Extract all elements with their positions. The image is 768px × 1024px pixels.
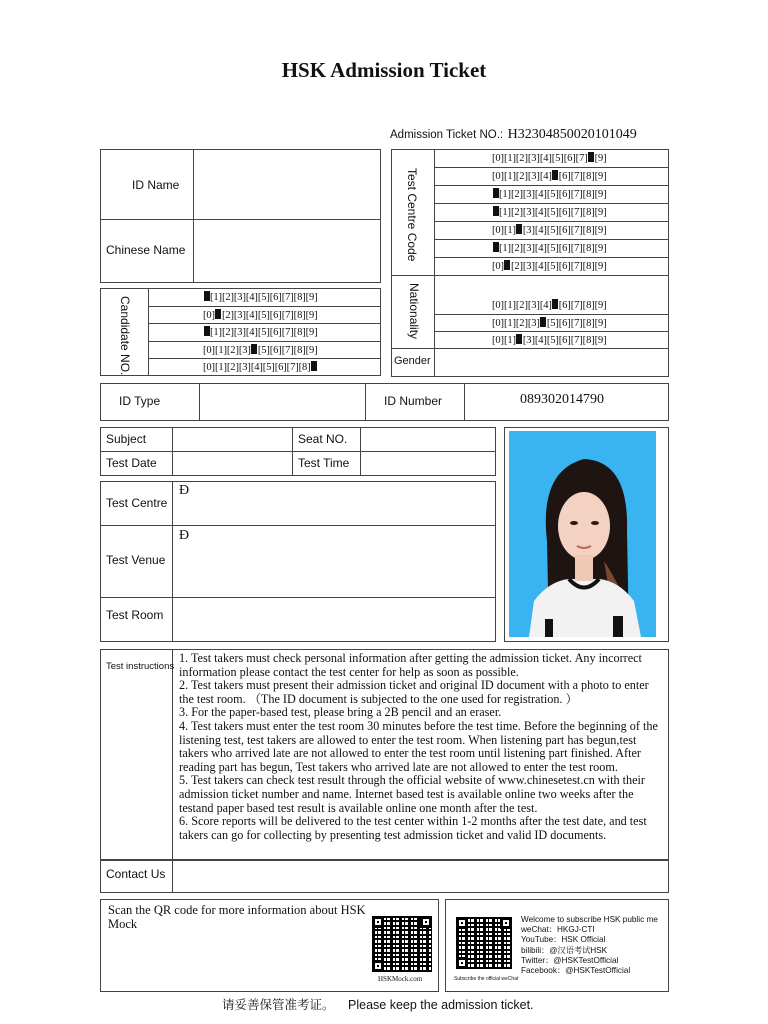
ticket-number-value: H32304850020101049 bbox=[507, 127, 637, 142]
qr-code-hskmock[interactable] bbox=[372, 916, 432, 972]
social-wechat: weChat：HKGJ-CTI bbox=[521, 925, 595, 935]
test-centre-code-row: [0][1] [3][4][5][6][7][8][9] bbox=[492, 225, 607, 236]
candidate-no-row: [0] [2][3][4][5][6][7][8][9] bbox=[203, 309, 318, 321]
filled-digit-mark bbox=[311, 361, 317, 371]
instruction-item: 6. Score reports will be delivered to the test center within 1-2 months after the test date, and test takers can go for collecting by presenting test admission ticket and valid ID documents. bbox=[179, 814, 647, 842]
social-facebook: Facebook：@HSKTestOfficial bbox=[521, 966, 631, 976]
qr-code-wechat[interactable] bbox=[456, 917, 512, 969]
instruction-item: 1. Test takers must check personal information after getting the admission ticket. Any incorrect information please contact the test center for help as soon as possible. bbox=[179, 651, 642, 679]
filled-digit-mark bbox=[493, 188, 499, 198]
social-twitter: Twitter：@HSKTestOfficial bbox=[521, 955, 619, 965]
filled-digit-mark bbox=[552, 170, 558, 180]
test-centre-value: Đ bbox=[179, 483, 190, 498]
id-number-value: 089302014790 bbox=[520, 392, 604, 407]
footer-cn: 请妥善保管准考证。 bbox=[222, 998, 335, 1012]
instruction-item: 2. Test takers must present their admission ticket and original ID document with a photo to enter the test room. （The ID document is subjected to the one used for registration. ） bbox=[179, 678, 649, 706]
filled-digit-mark bbox=[504, 260, 510, 270]
filled-digit-mark bbox=[588, 152, 594, 162]
social-youtube: YouTube：HSK Official bbox=[521, 935, 606, 945]
qr-text: Scan the QR code for more information about HSK Mock bbox=[108, 903, 366, 931]
footer bbox=[222, 995, 534, 1013]
footer-en: Please keep the admission ticket. bbox=[348, 998, 534, 1012]
test-venue-label: Test Venue bbox=[106, 553, 166, 567]
test-centre-label: Test Centre bbox=[106, 496, 168, 510]
ticket-number-label: Admission Ticket NO.: bbox=[390, 129, 504, 141]
test-centre-code-row: [0][1][2][3][4] [6][7][8][9] bbox=[492, 171, 607, 182]
contact-row bbox=[100, 860, 669, 893]
candidate-no-row: [0][1][2][3] [5][6][7][8][9] bbox=[203, 344, 318, 356]
gender-label: Gender bbox=[394, 355, 431, 367]
filled-digit-mark bbox=[215, 309, 221, 319]
filled-digit-mark bbox=[493, 242, 499, 252]
candidate-no-label: Candidate NO. bbox=[118, 296, 132, 376]
test-instructions-label: Test instructions bbox=[106, 661, 175, 672]
chinese-name-label: Chinese Name bbox=[106, 243, 186, 257]
test-time-label: Test Time bbox=[298, 456, 350, 470]
test-venue-value: Đ bbox=[179, 528, 190, 543]
test-room-label: Test Room bbox=[106, 608, 164, 622]
test-centre-code-label: Test Centre Code bbox=[405, 168, 419, 262]
social-list bbox=[521, 915, 658, 976]
subject-label: Subject bbox=[106, 432, 147, 446]
id-name-label: ID Name bbox=[132, 178, 180, 192]
social-bilibili: bilibili：@汉语考试HSK bbox=[521, 945, 608, 955]
nationality-row: [0][1][2][3][4] [6][7][8][9] bbox=[492, 300, 607, 311]
qr1-caption: HSKMock.com bbox=[378, 975, 423, 983]
instruction-item: 4. Test takers must enter the test room 30 minutes before the test time. Before the beginning of the listening test, test takers are allowed to enter the test room. When listening part has begun,test takers who arrived late are not allowed to enter the test room until listening part finished. After reading part has begun, Test takers who arrived late are not allowed to enter the test room. bbox=[179, 718, 658, 774]
test-centre-code-row: [1][2][3][4][5][6][7][8][9] bbox=[492, 188, 607, 200]
filled-digit-mark bbox=[251, 344, 257, 354]
test-centre-code-row: [1][2][3][4][5][6][7][8][9] bbox=[492, 206, 607, 218]
id-number-label: ID Number bbox=[384, 394, 443, 408]
filled-digit-mark bbox=[516, 224, 522, 234]
page-title: HSK Admission Ticket bbox=[281, 58, 487, 82]
seat-no-label: Seat NO. bbox=[298, 432, 348, 446]
contact-us-label: Contact Us bbox=[106, 867, 166, 881]
instruction-item: 3. For the paper-based test, please bring a 2B pencil and an eraser. bbox=[179, 705, 502, 720]
name-box bbox=[100, 149, 381, 283]
qr2-caption: Subscribe the official weChat bbox=[454, 976, 519, 982]
candidate-no-row: [1][2][3][4][5][6][7][8][9] bbox=[203, 291, 318, 303]
candidate-no-row: [0][1][2][3][4][5][6][7][8] bbox=[203, 361, 318, 373]
instructions-text bbox=[179, 652, 665, 842]
filled-digit-mark bbox=[204, 326, 210, 336]
filled-digit-mark bbox=[540, 317, 546, 327]
nationality-row: [0][1] [3][4][5][6][7][8][9] bbox=[492, 335, 607, 346]
test-centre-code-row: [0] [2][3][4][5][6][7][8][9] bbox=[492, 261, 607, 272]
nationality-label: Nationality bbox=[407, 283, 421, 340]
social-welcome: Welcome to subscribe HSK public me bbox=[521, 915, 658, 924]
filled-digit-mark bbox=[493, 206, 499, 216]
candidate-photo bbox=[509, 431, 656, 637]
nationality-row: [0][1][2][3] [5][6][7][8][9] bbox=[492, 317, 607, 329]
test-centre-code-row: [1][2][3][4][5][6][7][8][9] bbox=[492, 242, 607, 254]
ticket-number bbox=[390, 125, 637, 143]
test-centre-code-row: [0][1][2][3][4][5][6][7] [9] bbox=[492, 153, 607, 164]
id-type-label: ID Type bbox=[119, 394, 161, 408]
filled-digit-mark bbox=[516, 334, 522, 344]
test-date-label: Test Date bbox=[106, 456, 157, 470]
filled-digit-mark bbox=[204, 291, 210, 301]
candidate-no-row: [1][2][3][4][5][6][7][8][9] bbox=[203, 326, 318, 338]
filled-digit-mark bbox=[552, 299, 558, 309]
instruction-item: 5. Test takers can check test result through the official website of www.chinesetest.cn with their admission ticket number and name. Internet based test is available online two weeks after the testand paper based test result is available online one month after the test. bbox=[179, 773, 645, 815]
